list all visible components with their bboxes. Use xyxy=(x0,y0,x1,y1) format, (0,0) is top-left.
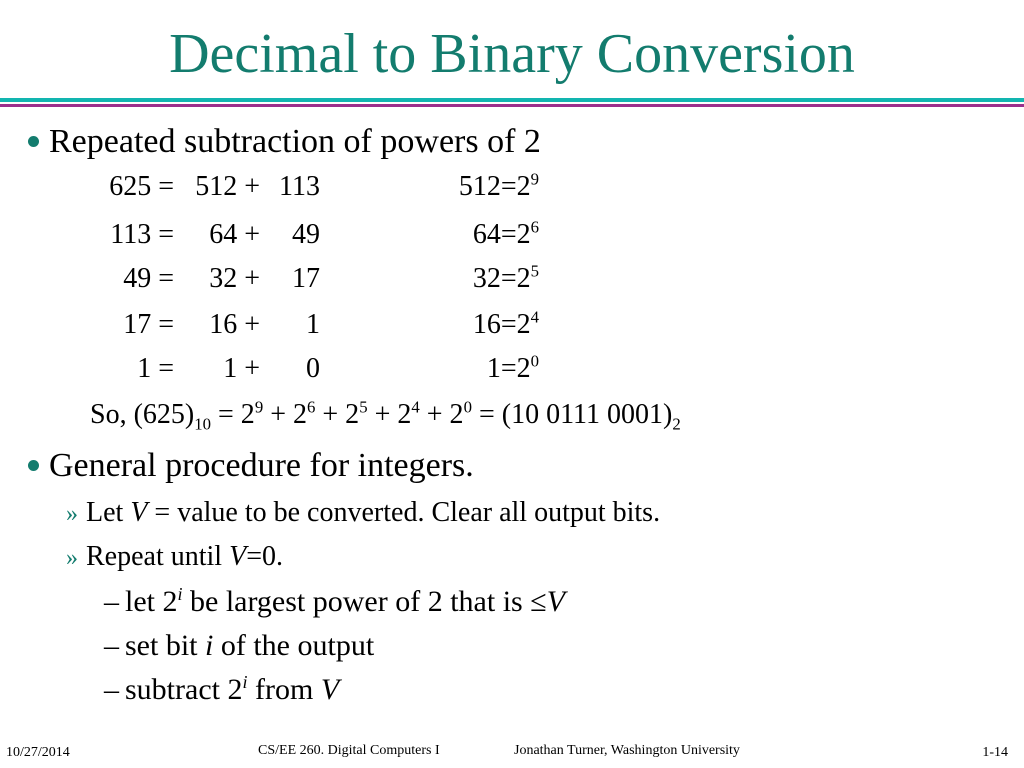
sub-item-repeat: » Repeat until V=0. xyxy=(66,541,283,572)
bullet-dot-icon xyxy=(28,136,39,147)
row-power: $32=2^5$ xyxy=(472,261,539,294)
row-right: 17 xyxy=(292,263,320,294)
footer-author: Jonathan Turner, Washington University xyxy=(514,743,740,758)
step-subtract: – subtract 2$^i$ from V xyxy=(104,672,340,706)
row-mid: 16 + xyxy=(209,309,260,340)
row-right: 1 xyxy=(306,309,320,340)
row-mid: 1 + xyxy=(223,353,260,384)
row-left: 49 = xyxy=(123,263,174,294)
bullet-general-procedure xyxy=(28,446,474,486)
bullet-text: General procedure for integers. xyxy=(49,447,474,484)
row-mid: 64 + xyxy=(209,219,260,250)
slide-title: Decimal to Binary Conversion xyxy=(169,23,855,85)
row-power: $64=2^6$ xyxy=(472,217,539,250)
bullet-repeated-subtraction xyxy=(28,122,541,162)
title-rule-teal xyxy=(0,98,1024,102)
chevron-right-icon: » xyxy=(66,501,78,527)
so-line: So, $(625)_{10} = 2^9 + 2^6 + 2^5 + 2^4 + 2^0 = (10$ 0111 $0001)_2$ xyxy=(90,397,681,434)
step-largest-power: – let 2$^i$ be largest power of 2 that is ≤V xyxy=(104,584,566,618)
row-mid: 512 + xyxy=(195,171,260,202)
row-left: 113 = xyxy=(110,219,174,250)
bullet-text: Repeated subtraction of powers of 2 xyxy=(49,123,541,160)
row-power: $16=2^4$ xyxy=(472,307,539,340)
row-left: 17 = xyxy=(123,309,174,340)
footer-course: CS/EE 260. Digital Computers I xyxy=(258,743,440,758)
row-right: 0 xyxy=(306,353,320,384)
footer-page-number: 1-14 xyxy=(982,745,1008,760)
chevron-right-icon: » xyxy=(66,545,78,571)
row-right: 113 xyxy=(279,171,320,202)
row-left: 1 = xyxy=(137,353,174,384)
bullet-dot-icon xyxy=(28,460,39,471)
row-left: 625 = xyxy=(109,171,174,202)
row-right: 49 xyxy=(292,219,320,250)
row-mid: 32 + xyxy=(209,263,260,294)
footer-date: 10/27/2014 xyxy=(6,745,70,760)
title-rule-purple xyxy=(0,104,1024,107)
row-power: $1=2^0$ xyxy=(486,351,539,384)
step-set-bit: – set bit i of the output xyxy=(104,629,375,662)
row-power: $512=2^9$ xyxy=(458,169,539,202)
sub-item-let-v: » Let V = value to be converted. Clear all output bits. xyxy=(66,497,661,528)
